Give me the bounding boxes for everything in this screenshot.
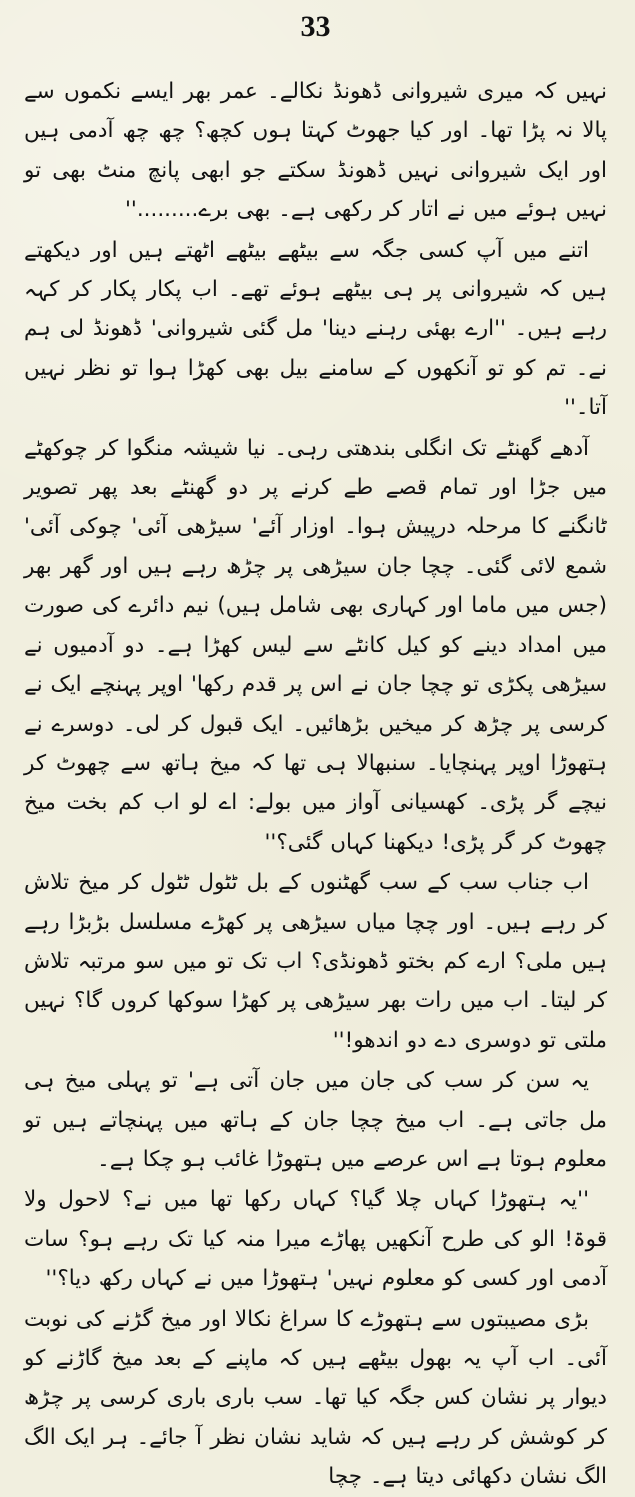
paragraph-4: اب جناب سب کے سب گھٹنوں کے بل ٹٹول ٹٹول کر میخ تلاش کر رہے ہیں۔ اور چچا میاں سیڑھی پر کھڑے مسلسل بڑبڑا رہے ہیں ملی؟ ارے کم بختو ڈھونڈی؟ اب تک تو میں سو مرتبہ تلاش کر لیتا۔ اب میں رات بھر سیڑھی پر کھڑا سوکھا کروں گا؟ نہیں ملتی تو دوسری دے دو اندھو!'' [24, 870, 607, 1053]
paragraph-6: ''یہ ہتھوڑا کہاں چلا گیا؟ کہاں رکھا تھا میں نے؟ لاحول ولا قوۃ! الو کی طرح آنکھیں پھاڑے میرا منہ کیا تک رہے ہو؟ سات آدمی اور کسی کو معلوم نہیں' ہتھوڑا میں نے کہاں رکھ دیا؟'' [24, 1187, 607, 1292]
page-text [24, 72, 607, 1497]
page-number: 33 [300, 10, 331, 43]
paragraph-5: یہ سن کر سب کی جان میں جان آتی ہے' تو پہلی میخ ہی مل جاتی ہے۔ اب میخ چچا جان کے ہاتھ میں پہنچاتے ہیں تو معلوم ہوتا ہے اس عرصے میں ہتھوڑا غائب ہو چکا ہے۔ [24, 1068, 607, 1172]
paragraph-2: اتنے میں آپ کسی جگہ سے بیٹھے بیٹھے اٹھتے ہیں اور دیکھتے ہیں کہ شیروانی پر ہی بیٹھے ہوئے تھے۔ اب پکار پکار کر کہہ رہے ہیں۔ ''ارے بھئی رہنے دینا' مل گئی شیروانی' ڈھونڈ لی ہم نے۔ تم کو تو آنکھوں کے سامنے بیل بھی کھڑا ہوا تو نظر نہیں آتا۔'' [24, 237, 607, 421]
paragraph-1: نہیں کہ میری شیروانی ڈھونڈ نکالے۔ عمر بھر ایسے نکموں سے پالا نہ پڑا تھا۔ اور کیا جھوٹ کہتا ہوں کچھ؟ چھ چھ آدمی ہیں اور ایک شیروانی نہیں ڈھونڈ سکتے جو ابھی پانچ منٹ بھی تو نہیں ہوئے میں نے اتار کر رکھی ہے۔ بھی برے.........'' [24, 79, 607, 223]
paragraph-3: آدھے گھنٹے تک انگلی بندھتی رہی۔ نیا شیشہ منگوا کر چوکھٹے میں جڑا اور تمام قصے طے کرنے پر دو گھنٹے بعد پھر تصویر ٹانگنے کا مرحلہ درپیش ہوا۔ اوزار آئے' سیڑھی آئی' چوکی آئی' شمع لائی گئی۔ چچا جان سیڑھی پر چڑھ رہے ہیں اور گھر بھر (جس میں ماما اور کہاری بھی شامل ہیں) نیم دائرے کی صورت میں امداد دینے کو کیل کانٹے سے لیس کھڑا ہے۔ دو آدمیوں نے سیڑھی پکڑی تو چچا جان نے اس پر قدم رکھا' اوپر پہنچے ایک نے کرسی پر چڑھ کر میخیں بڑھائیں۔ ایک قبول کر لی۔ دوسرے نے ہتھوڑا اوپر پہنچایا۔ سنبھالا ہی تھا کہ میخ ہاتھ سے چھوٹ کر نیچے گر پڑی۔ کھسیانی آواز میں بولے: اے لو اب کم بخت میخ چھوٹ کر گر پڑی! دیکھنا کہاں گئی؟'' [24, 435, 607, 855]
paragraph-7: بڑی مصیبتوں سے ہتھوڑے کا سراغ نکالا اور میخ گڑنے کی نوبت آئی۔ اب آپ یہ بھول بیٹھے ہیں کہ ماپنے کے بعد میخ گاڑنے کو دیوار پر نشان کس جگہ کیا تھا۔ سب باری باری کرسی پر چڑھ کر کوشش کر رہے ہیں کہ شاید نشان نظر آ جائے۔ ہر ایک الگ الگ نشان دکھائی دیتا ہے۔ چچا [24, 1306, 607, 1490]
